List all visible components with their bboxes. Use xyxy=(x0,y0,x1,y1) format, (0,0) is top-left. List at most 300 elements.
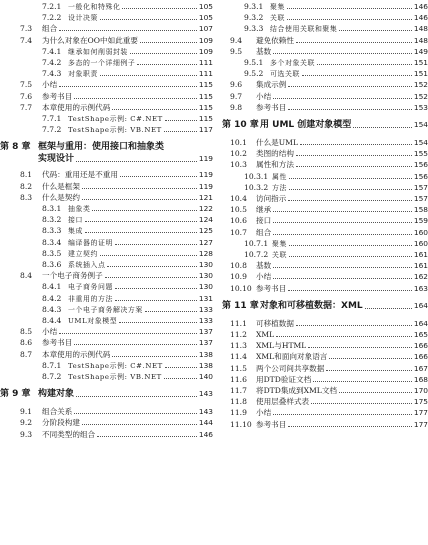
dot-leader xyxy=(122,8,196,9)
dot-leader xyxy=(339,30,411,31)
dot-leader xyxy=(273,267,412,268)
toc-entry[interactable] xyxy=(0,113,213,124)
section-title: 小结 xyxy=(256,272,272,282)
toc-entry[interactable] xyxy=(222,35,428,46)
section-number: 7.2.2 xyxy=(42,13,62,23)
page-number: 165 xyxy=(413,330,428,339)
section-number: 8.3.2 xyxy=(42,215,62,225)
section-title: 继承如何削弱封装 xyxy=(68,47,128,56)
section-number: 8.3.4 xyxy=(42,237,62,247)
section-number: 9.3.2 xyxy=(244,13,264,23)
page-number: 122 xyxy=(198,204,213,213)
section-number: 11.2 xyxy=(230,330,247,339)
chapter-heading[interactable] xyxy=(0,141,213,165)
chapter-title: 对象和可移植数据：XML xyxy=(260,300,363,311)
section-title: 组合 xyxy=(256,227,272,237)
section-title: 本章使用的示例代码 xyxy=(42,349,111,359)
section-number: 9.3 xyxy=(20,429,33,439)
toc-entry[interactable] xyxy=(222,79,428,90)
page-number: 146 xyxy=(413,2,428,11)
section-number: 11.9 xyxy=(230,408,247,418)
toc-entry[interactable] xyxy=(222,204,428,215)
toc-entry[interactable] xyxy=(0,281,213,292)
page-number: 130 xyxy=(198,271,213,281)
section-number: 10.3.1 xyxy=(244,171,269,181)
toc-entry[interactable] xyxy=(222,271,428,282)
toc-entry[interactable] xyxy=(222,374,428,385)
page-number: 159 xyxy=(413,216,428,226)
page-number: 151 xyxy=(413,58,428,67)
dot-leader xyxy=(273,414,412,415)
page-number: 151 xyxy=(413,69,428,79)
dot-leader xyxy=(289,256,412,257)
chapter-title: 构建对象 xyxy=(38,389,75,400)
page-number: 175 xyxy=(413,397,428,407)
section-title: 关联 xyxy=(270,14,285,23)
page-number: 131 xyxy=(198,293,213,303)
toc-entry[interactable] xyxy=(0,304,213,315)
dot-leader xyxy=(313,381,412,382)
section-number: 8.4.1 xyxy=(42,282,62,292)
page-number: 105 xyxy=(198,2,213,11)
page-number: 144 xyxy=(198,418,213,428)
toc-entry[interactable] xyxy=(0,46,213,57)
section-title: 聚集 xyxy=(270,3,285,11)
toc-entry[interactable] xyxy=(0,91,213,102)
section-number: 7.4.3 xyxy=(42,69,62,79)
section-number: 11.4 xyxy=(230,352,247,362)
section-title: 参考书目 xyxy=(42,338,73,348)
section-title: TestShape示例: C#.NET xyxy=(68,361,163,370)
chapter-number: 第 11 章 xyxy=(222,300,259,311)
section-number: 7.7.2 xyxy=(42,125,62,135)
section-title: 一个电子商务解决方案 xyxy=(68,305,143,314)
section-title: 对象职责 xyxy=(68,70,98,79)
page-number: 168 xyxy=(413,374,428,384)
dot-leader xyxy=(288,200,412,201)
dot-leader xyxy=(105,277,197,278)
section-title: 结合使用关联和聚集 xyxy=(270,25,338,34)
dot-leader xyxy=(97,436,197,437)
toc-entry[interactable] xyxy=(222,23,428,34)
section-title: 基数 xyxy=(256,261,272,271)
section-title: XML xyxy=(256,330,275,339)
toc-entry[interactable] xyxy=(0,406,213,417)
page-number: 119 xyxy=(198,154,213,164)
section-title: 小结 xyxy=(256,91,272,101)
toc-entry[interactable] xyxy=(0,23,213,34)
dot-leader xyxy=(100,75,197,76)
section-number: 9.5 xyxy=(230,46,243,56)
toc-entry[interactable] xyxy=(0,68,213,79)
dot-leader xyxy=(140,42,197,43)
section-number: 10.2 xyxy=(230,149,247,159)
toc-entry[interactable] xyxy=(222,68,428,79)
section-title: 电子商务问题 xyxy=(68,283,113,292)
section-number: 7.6 xyxy=(20,91,33,101)
section-number: 10.5 xyxy=(230,205,247,215)
section-title: 可移植数据 xyxy=(256,318,294,328)
section-title: 抽象类 xyxy=(68,205,91,213)
section-number: 8.4.4 xyxy=(42,316,62,325)
section-number: 8.4.3 xyxy=(42,304,62,314)
section-title: 集成示例 xyxy=(256,80,287,90)
page-number: 146 xyxy=(198,429,213,439)
toc-entry[interactable] xyxy=(0,181,213,192)
page-number: 111 xyxy=(198,69,213,79)
page-number: 154 xyxy=(413,138,428,147)
section-number: 10.3.2 xyxy=(244,182,269,192)
toc-entry[interactable] xyxy=(0,79,213,90)
section-title: 什么是UML xyxy=(256,138,298,147)
section-title: 避免依赖性 xyxy=(256,35,294,45)
section-number: 10.8 xyxy=(230,261,247,271)
section-title: 可选关联 xyxy=(270,70,300,79)
section-number: 8.3.5 xyxy=(42,248,62,258)
dot-leader xyxy=(74,344,197,345)
section-number: 8.3.3 xyxy=(42,226,62,236)
section-number: 10.4 xyxy=(230,194,247,203)
section-title: 聚集 xyxy=(272,239,287,248)
toc-entry[interactable] xyxy=(222,318,428,329)
toc-entry[interactable] xyxy=(0,35,213,46)
page-number: 117 xyxy=(198,125,213,135)
page-number: 166 xyxy=(413,352,428,362)
section-number: 9.6 xyxy=(230,80,243,90)
section-number: 7.2.1 xyxy=(42,2,62,11)
page-number: 156 xyxy=(413,171,428,181)
section-number: 10.7 xyxy=(230,227,247,237)
toc-entry[interactable] xyxy=(0,429,213,440)
dot-leader xyxy=(85,232,197,233)
page-number: 157 xyxy=(413,194,428,203)
toc-entry[interactable] xyxy=(222,1,428,12)
dot-leader xyxy=(59,86,197,87)
toc-entry[interactable] xyxy=(0,237,213,248)
toc-entry[interactable] xyxy=(222,159,428,170)
toc-entry[interactable] xyxy=(0,337,213,348)
dot-leader xyxy=(296,42,412,43)
toc-entry[interactable] xyxy=(0,293,213,304)
toc-entry[interactable] xyxy=(0,225,213,236)
toc-entry[interactable] xyxy=(0,259,213,270)
toc-entry[interactable] xyxy=(222,137,428,148)
page-number: 152 xyxy=(413,80,428,90)
section-number: 8.3 xyxy=(20,192,33,202)
section-title: 多个对象关联 xyxy=(270,59,315,67)
toc-entry[interactable] xyxy=(222,57,428,68)
section-title: 系统插入点 xyxy=(68,261,106,269)
toc-entry[interactable] xyxy=(0,214,213,225)
page-number: 167 xyxy=(413,363,428,373)
page-number: 143 xyxy=(198,389,213,399)
page-number: 164 xyxy=(413,318,428,328)
chapter-title: 用 UML 创建对象模型 xyxy=(260,120,352,130)
section-number: 9.5.2 xyxy=(244,69,264,79)
dot-leader xyxy=(100,19,197,20)
dot-leader xyxy=(59,333,197,334)
page-number: 160 xyxy=(413,227,428,237)
section-number: 7.7 xyxy=(20,102,33,112)
section-number: 10.9 xyxy=(230,272,247,282)
section-title: 一个电子商务例子 xyxy=(42,271,103,281)
page-number: 177 xyxy=(413,419,428,429)
dot-leader xyxy=(115,300,197,301)
page-number: 124 xyxy=(198,215,213,225)
page-number: 130 xyxy=(198,282,213,292)
section-title: XML与HTML xyxy=(256,341,307,351)
chapter-heading[interactable] xyxy=(0,388,213,400)
toc-entry[interactable] xyxy=(0,12,213,23)
section-title: 使用层叠样式表 xyxy=(256,397,310,407)
toc-entry[interactable] xyxy=(222,407,428,418)
section-title: 两个公司间共享数据 xyxy=(256,363,325,373)
section-title: 将DTD集成到XML文档 xyxy=(256,386,338,395)
toc-entry[interactable] xyxy=(222,351,428,362)
dot-leader xyxy=(107,266,196,267)
section-title: 组合关系 xyxy=(42,407,73,417)
page-number: 115 xyxy=(198,102,213,112)
chapter-heading[interactable] xyxy=(222,300,428,312)
page-number: 137 xyxy=(198,327,213,337)
dot-leader xyxy=(289,245,412,246)
toc-entry[interactable] xyxy=(222,215,428,226)
page-number: 127 xyxy=(198,237,213,247)
toc-entry[interactable] xyxy=(222,260,428,271)
toc-entry[interactable] xyxy=(0,102,213,113)
dot-leader xyxy=(74,413,197,414)
section-number: 8.7.2 xyxy=(42,372,62,381)
dot-leader xyxy=(288,109,412,110)
toc-entry[interactable] xyxy=(222,91,428,102)
section-number: 8.2 xyxy=(20,181,33,191)
chapter-title-continued: 实现设计 xyxy=(38,154,75,165)
section-number: 11.5 xyxy=(230,363,247,373)
toc-entry[interactable] xyxy=(0,169,213,180)
toc-entry[interactable] xyxy=(0,349,213,360)
dot-leader xyxy=(288,86,412,87)
toc-entry[interactable] xyxy=(0,315,213,326)
page-number: 146 xyxy=(413,13,428,23)
page-number: 119 xyxy=(198,170,213,180)
chapter-number: 第 8 章 xyxy=(0,142,31,153)
toc-entry[interactable] xyxy=(222,148,428,159)
section-title: 小结 xyxy=(42,80,58,90)
section-title: 类图的结构 xyxy=(256,149,294,159)
section-title: 为什么对象在OO中如此重要 xyxy=(42,35,138,45)
page-number: 140 xyxy=(198,372,213,381)
section-number: 7.4 xyxy=(20,35,33,45)
page-number: 177 xyxy=(413,408,428,418)
page-number: 155 xyxy=(413,149,428,159)
section-number: 8.3.6 xyxy=(42,260,62,269)
page-number: 158 xyxy=(413,205,428,215)
toc-entry[interactable] xyxy=(222,385,428,396)
toc-entry[interactable] xyxy=(222,182,428,193)
section-number: 11.8 xyxy=(230,397,247,407)
page-number: 138 xyxy=(198,360,213,370)
dot-leader xyxy=(115,288,197,289)
page-number: 128 xyxy=(198,248,213,258)
dot-leader xyxy=(273,53,412,54)
dot-leader xyxy=(119,322,197,323)
toc-entry[interactable] xyxy=(222,396,428,407)
section-title: 接口 xyxy=(256,216,272,226)
toc-entry[interactable] xyxy=(0,124,213,135)
section-number: 7.7.1 xyxy=(42,114,62,123)
page-number: 111 xyxy=(198,58,213,67)
section-title: 本章使用的示例代码 xyxy=(42,102,111,112)
toc-entry[interactable] xyxy=(0,270,213,281)
page-number: 137 xyxy=(198,338,213,348)
dot-leader xyxy=(287,8,412,9)
toc-entry[interactable] xyxy=(222,419,428,430)
section-number: 9.1 xyxy=(20,407,33,417)
dot-leader xyxy=(74,98,197,99)
toc-entry[interactable] xyxy=(222,238,428,249)
dot-leader xyxy=(365,308,412,309)
page-number: 154 xyxy=(413,120,428,129)
dot-leader xyxy=(76,161,197,162)
page-number: 166 xyxy=(413,341,428,351)
dot-leader xyxy=(276,336,412,337)
dot-leader xyxy=(287,19,412,20)
section-title: 接口 xyxy=(68,216,83,225)
dot-leader xyxy=(165,120,197,121)
section-number: 8.7 xyxy=(20,349,33,359)
dot-leader xyxy=(82,424,197,425)
toc-entry[interactable] xyxy=(222,46,428,57)
dot-leader xyxy=(289,178,412,179)
section-number: 9.8 xyxy=(230,102,243,112)
toc-entry[interactable] xyxy=(0,417,213,428)
section-number: 10.1 xyxy=(230,138,247,147)
section-number: 9.3.1 xyxy=(244,2,264,11)
dot-leader xyxy=(100,255,197,256)
page-number: 156 xyxy=(413,160,428,170)
section-number: 10.7.2 xyxy=(244,250,269,259)
section-title: 非重用的方法 xyxy=(68,294,113,303)
page-number: 109 xyxy=(198,35,213,45)
section-title: 访问指示 xyxy=(256,194,287,203)
page-number: 115 xyxy=(198,114,213,123)
section-title: 集成 xyxy=(68,227,83,236)
page-number: 107 xyxy=(198,24,213,34)
page-number: 153 xyxy=(413,102,428,112)
page-number: 170 xyxy=(413,386,428,395)
dot-leader xyxy=(273,278,412,279)
toc-entry[interactable] xyxy=(222,329,428,340)
section-title: XML和面向对象语言 xyxy=(256,352,328,362)
toc-entry[interactable] xyxy=(222,102,428,113)
dot-leader xyxy=(130,53,197,54)
page-number: 163 xyxy=(413,283,428,293)
toc-entry[interactable] xyxy=(0,360,213,371)
section-title: UML对象模型 xyxy=(68,317,118,325)
toc-entry[interactable] xyxy=(0,203,213,214)
page-number: 162 xyxy=(413,272,428,282)
dot-leader xyxy=(59,30,197,31)
toc-entry[interactable] xyxy=(0,1,213,12)
section-title: 参考书目 xyxy=(42,91,73,101)
toc-entry[interactable] xyxy=(0,57,213,68)
toc-entry[interactable] xyxy=(222,193,428,204)
dot-leader xyxy=(296,325,412,326)
section-title: 编译器的证明 xyxy=(68,238,113,247)
section-title: TestShape示例: VB.NET xyxy=(68,126,162,135)
section-title: 分阶段构建 xyxy=(42,418,80,428)
section-title: 关联 xyxy=(272,251,287,259)
section-title: 基数 xyxy=(256,46,272,56)
section-title: 建立契约 xyxy=(68,249,98,258)
chapter-number: 第 9 章 xyxy=(0,389,31,400)
toc-entry[interactable] xyxy=(222,363,428,374)
dot-leader xyxy=(115,244,197,245)
chapter-heading[interactable] xyxy=(222,119,428,131)
section-number: 10.10 xyxy=(230,283,252,293)
section-title: 多态的一个详细例子 xyxy=(68,59,136,67)
dot-leader xyxy=(165,367,197,368)
page-number: 152 xyxy=(413,91,428,101)
dot-leader xyxy=(273,211,412,212)
toc-entry[interactable] xyxy=(222,171,428,182)
section-number: 8.4 xyxy=(20,271,33,281)
toc-entry[interactable] xyxy=(0,371,213,382)
section-title: 组合 xyxy=(42,24,58,34)
toc-entry[interactable] xyxy=(0,326,213,337)
section-title: TestShape示例: C#.NET xyxy=(68,115,163,123)
toc-entry[interactable] xyxy=(222,283,428,294)
toc-entry[interactable] xyxy=(222,249,428,260)
page-number: 121 xyxy=(198,192,213,202)
dot-leader xyxy=(326,370,412,371)
page-number: 160 xyxy=(413,238,428,248)
section-title: 参考书目 xyxy=(256,283,287,293)
section-title: TestShape示例: VB.NET xyxy=(68,373,162,381)
toc-entry[interactable] xyxy=(222,12,428,23)
section-title: 属性 xyxy=(272,172,287,181)
page-number: 119 xyxy=(198,181,213,191)
chapter-number: 第 10 章 xyxy=(222,120,259,130)
section-title: 设计决策 xyxy=(68,14,98,23)
section-title: 参考书目 xyxy=(256,419,287,429)
section-title: 小结 xyxy=(42,327,58,337)
section-title: 代码：重用还是不重用 xyxy=(42,170,118,180)
dot-leader xyxy=(76,396,197,397)
dot-leader xyxy=(273,222,412,223)
chapter-title: 框架与重用：使用接口和抽象类 xyxy=(38,142,165,153)
dot-leader xyxy=(300,144,412,145)
page-number: 133 xyxy=(198,316,213,325)
toc-entry[interactable] xyxy=(0,248,213,259)
toc-entry[interactable] xyxy=(222,340,428,351)
section-number: 11.6 xyxy=(230,374,247,384)
section-title: 小结 xyxy=(256,408,272,418)
dot-leader xyxy=(92,210,196,211)
section-title: 一般化和特殊化 xyxy=(68,3,121,11)
dot-leader xyxy=(112,356,197,357)
dot-leader xyxy=(353,127,412,128)
dot-leader xyxy=(120,176,197,177)
dot-leader xyxy=(308,347,412,348)
toc-entry[interactable] xyxy=(222,227,428,238)
dot-leader xyxy=(339,392,412,393)
dot-leader xyxy=(288,290,412,291)
page-number: 109 xyxy=(198,46,213,56)
toc-entry[interactable] xyxy=(0,192,213,203)
dot-leader xyxy=(85,221,197,222)
section-title: 什么是框架 xyxy=(42,181,80,191)
